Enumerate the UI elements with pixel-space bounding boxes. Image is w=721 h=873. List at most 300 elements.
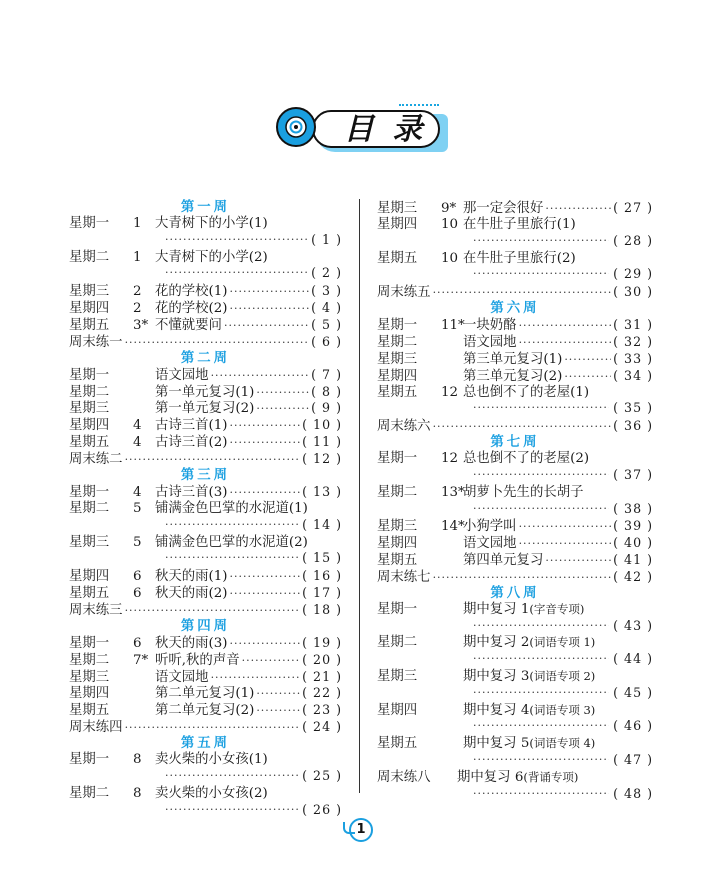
entry-line [377,552,653,569]
entry-day: 星期二 [69,249,110,265]
toc-entry-weekend [69,719,342,736]
entry-note: (词语专项 2) [529,668,596,683]
entry-page: ( 40 ) [613,535,653,551]
entry-page: ( 35 ) [613,400,653,416]
entry-line [377,770,653,786]
entry-line [69,317,342,334]
entry-day: 星期四 [377,368,418,384]
entry-day: 周末练八 [377,769,431,785]
entry-title: 期中复习 4 [463,702,530,718]
entry-title: 期中复习 1 [463,601,530,617]
entry-day: 星期一 [377,450,418,466]
toc-entry [69,669,342,686]
dot-leaders [564,352,611,368]
entry-page: ( 18 ) [302,601,342,617]
toc-entry [69,216,342,248]
entry-line [377,368,653,385]
entry-page: ( 45 ) [613,684,653,700]
entry-line [69,283,342,300]
entry-title: 第二单元复习(1) [155,686,255,702]
entry-line [69,685,342,702]
dot-leaders [473,266,609,282]
entry-title: 第二单元复习(2) [155,703,255,719]
entry-line [69,400,342,417]
entry-page: ( 14 ) [302,516,342,532]
entry-number: 10 [441,250,459,266]
entry-line [377,451,653,467]
entry-day: 星期三 [377,201,418,216]
dot-leaders [473,618,609,634]
toc-left-column [69,200,342,819]
entry-title: 卖火柴的小女孩(2) [155,785,268,801]
dot-leaders [125,603,301,619]
entry-page: ( 46 ) [613,718,653,734]
toc-entry [69,417,342,434]
dot-leaders [125,720,301,736]
entry-line [69,702,342,719]
toc-entry [69,752,342,784]
entry-title: 大青树下的小学(2) [155,249,268,265]
entry-title: 那一定会很好 [463,201,544,216]
toc-entry [69,535,342,567]
toc-entry [69,702,342,719]
dot-leaders [473,467,609,483]
toc-entry [377,351,653,368]
entry-title: 第一单元复习(2) [155,401,255,417]
toc-entry [377,451,653,483]
entry-continuation [69,265,342,281]
dot-leaders [564,369,611,385]
entry-page: ( 22 ) [302,685,342,701]
week-heading: 第七周 [490,434,540,451]
entry-title: 铺满金色巴掌的水泥道(2) [155,534,308,550]
toc-entry-weekend [69,451,342,468]
entry-page: ( 43 ) [613,617,653,633]
entry-continuation [377,467,653,483]
week-heading: 第六周 [490,300,540,317]
entry-number: 5 [133,500,142,516]
entry-line [69,635,342,652]
entry-continuation [377,501,653,517]
entry-title: 大青树下的小学(1) [155,215,268,231]
entry-title: 秋天的雨(3) [155,635,228,651]
entry-page: ( 42 ) [613,568,653,584]
toc-entry [69,501,342,533]
toc-entry [377,770,653,802]
entry-number: 11* [441,317,465,333]
entry-page: ( 11 ) [302,434,342,450]
dot-leaders [165,265,307,281]
entry-title: 听听,秋的声音 [155,652,240,668]
toc-entry [69,635,342,652]
column-divider [359,199,360,793]
entry-day: 星期一 [377,601,418,617]
entry-continuation [69,550,342,566]
entry-line [377,200,653,217]
entry-number: 2 [133,284,142,300]
entry-line [377,703,653,719]
entry-page: ( 44 ) [613,651,653,667]
entry-page: ( 17 ) [302,585,342,601]
toc-entry [377,385,653,417]
entry-number: 9* [441,201,457,216]
entry-continuation [377,233,653,249]
toc-entry [69,250,342,282]
entry-number: 12 [441,450,459,466]
entry-day: 周末练六 [377,419,431,435]
entry-title: 期中复习 5 [463,736,530,752]
entry-day: 星期一 [69,367,110,383]
dot-leaders [230,485,301,501]
entry-day: 星期一 [69,485,110,500]
entry-continuation [69,517,342,533]
dot-leaders [519,536,612,552]
entry-day: 星期一 [69,215,110,231]
entry-note: (词语专项 4) [529,736,596,751]
toc-entry [377,217,653,249]
entry-number: 2 [133,301,142,317]
dot-leaders [165,232,307,248]
entry-day: 周末练四 [69,720,123,736]
dot-leaders [545,553,611,569]
toc-entry-weekend [377,418,653,435]
entry-page: ( 21 ) [302,668,342,684]
entry-line [377,385,653,401]
entry-number: 4 [133,418,142,434]
entry-line [69,752,342,768]
entry-day: 星期二 [377,334,418,350]
entry-day: 星期一 [377,317,418,333]
entry-day: 星期五 [377,384,418,400]
toc-entry [377,602,653,634]
entry-page: ( 26 ) [302,801,342,817]
entry-page: ( 25 ) [302,768,342,783]
dot-leaders [433,570,612,586]
entry-line [69,367,342,384]
entry-title: 秋天的雨(1) [155,569,228,585]
entry-day: 星期五 [69,435,110,451]
entry-page: ( 15 ) [302,550,342,566]
week-heading: 第五周 [180,735,231,752]
entry-title: 古诗三首(2) [155,435,228,451]
entry-day: 星期二 [69,384,110,400]
page-number-badge [343,816,377,842]
dot-leaders [230,301,310,317]
title-banner [276,104,452,156]
entry-page: ( 13 ) [302,484,342,499]
toc-right-column [377,200,653,803]
entry-page: ( 12 ) [302,451,342,467]
entry-number: 8 [133,785,142,801]
entry-day: 星期一 [69,752,110,768]
entry-number: 12 [441,384,459,400]
entry-number: 1 [133,249,142,265]
entry-day: 周末练七 [377,569,431,585]
dot-leaders [230,435,301,451]
dot-leaders [125,335,310,351]
toc-entry [377,703,653,735]
toc-entry [377,552,653,569]
entry-title: 古诗三首(3) [155,485,228,500]
entry-page: ( 2 ) [311,265,342,281]
entry-page: ( 7 ) [311,366,342,382]
banner-dotted-line [399,104,439,106]
entry-line [377,217,653,233]
dot-leaders [519,519,612,535]
entry-title: 古诗三首(1) [155,418,228,434]
entry-line [69,384,342,401]
entry-day: 星期三 [69,669,110,685]
entry-page: ( 3 ) [311,283,342,299]
entry-day: 星期三 [377,519,418,535]
dot-leaders [545,201,611,217]
entry-title: 期中复习 3 [463,668,530,684]
entry-continuation [377,752,653,768]
entry-title: 一块奶酪 [463,317,517,333]
dot-leaders [211,368,310,384]
entry-line [69,417,342,434]
entry-number: 5 [133,534,142,550]
entry-day: 星期三 [69,401,110,417]
entry-day: 星期三 [69,534,110,550]
entry-title: 第三单元复习(1) [463,351,563,367]
dot-leaders [473,685,609,701]
book-badge-icon [284,115,308,139]
entry-line [377,334,653,351]
entry-number: 8 [133,752,142,768]
toc-entry [377,736,653,768]
entry-continuation [377,786,653,802]
entry-line [69,484,342,501]
toc-entry [69,317,342,334]
entry-day: 星期四 [377,536,418,552]
entry-page: ( 31 ) [613,316,653,332]
entry-page: ( 38 ) [613,500,653,516]
toc-entry [69,652,342,669]
dot-leaders [230,418,301,434]
week-heading: 第三周 [180,467,231,484]
entry-page: ( 39 ) [613,518,653,534]
entry-note: (词语专项 1) [529,635,596,650]
dot-leaders [473,400,609,416]
toc-entry [377,368,653,385]
entry-line [377,602,653,618]
toc-entry [377,535,653,552]
entry-title: 语文园地 [463,536,517,552]
entry-number: 7* [133,652,149,668]
entry-page: ( 5 ) [311,316,342,332]
entry-title: 卖火柴的小女孩(1) [155,752,268,768]
entry-title: 期中复习 6 [457,769,524,785]
entry-day: 星期四 [377,216,418,232]
entry-page: ( 34 ) [613,367,653,383]
entry-day: 周末练五 [377,285,431,301]
toc-entry [69,367,342,384]
entry-page: ( 28 ) [613,232,653,248]
dot-leaders [230,636,301,652]
toc-entry [377,334,653,351]
entry-note: (词语专项 3) [529,702,596,717]
entry-line [69,216,342,232]
entry-page: ( 1 ) [311,231,342,247]
toc-entry [69,585,342,602]
entry-page: ( 36 ) [613,418,653,434]
dot-leaders [165,517,298,533]
entry-page: ( 32 ) [613,333,653,349]
dot-leaders [433,419,612,435]
entry-day: 星期五 [69,317,110,333]
toc-entry [69,283,342,300]
entry-number: 6 [133,569,142,585]
entry-day: 周末练二 [69,452,123,468]
entry-page: ( 48 ) [613,785,653,801]
entry-title: 第一单元复习(1) [155,384,255,400]
dot-leaders [165,768,298,784]
entry-number: 6 [133,635,142,651]
entry-line [377,251,653,267]
dot-leaders [433,285,612,301]
entry-day: 星期二 [69,500,110,516]
toc-entry [69,685,342,702]
entry-page: ( 29 ) [613,266,653,282]
dot-leaders [519,318,612,334]
toc-entry-weekend [69,602,342,619]
week-heading: 第八周 [490,584,540,601]
entry-page: ( 24 ) [302,719,342,735]
dot-leaders [519,335,612,351]
dot-leaders [256,703,300,719]
entry-title: 第三单元复习(2) [463,368,563,384]
toc-entry [69,484,342,501]
entry-title: 胡萝卜先生的长胡子 [463,484,584,500]
entry-page: ( 41 ) [613,552,653,568]
entry-number: 14* [441,519,465,535]
entry-number: 6 [133,586,142,602]
entry-day: 星期三 [69,284,110,300]
entry-line [69,652,342,669]
toc-entry [69,384,342,401]
entry-page: ( 20 ) [302,651,342,667]
entry-line [377,317,653,334]
toc-entry-weekend [69,334,342,351]
entry-title: 总也倒不了的老屋(1) [463,384,590,400]
entry-title: 在牛肚子里旅行(1) [463,216,576,232]
entry-continuation [377,718,653,734]
entry-line [69,786,342,802]
entry-title: 铺满金色巴掌的水泥道(1) [155,500,308,516]
entry-day: 星期五 [377,736,418,752]
entry-number: 1 [133,215,142,231]
entry-day: 星期二 [69,652,110,668]
toc-entry [69,400,342,417]
toc-entry [377,669,653,701]
dot-leaders [242,653,301,669]
entry-line [69,568,342,585]
entry-title: 花的学校(1) [155,284,228,300]
entry-continuation [377,266,653,282]
dot-leaders [473,718,609,734]
entry-continuation [377,618,653,634]
entry-page: ( 9 ) [311,400,342,416]
dot-leaders [473,501,609,517]
entry-page: ( 8 ) [311,383,342,399]
entry-line [377,485,653,501]
dot-leaders [256,385,309,401]
entry-line [377,535,653,552]
toc-entry [377,200,653,217]
entry-day: 星期一 [69,635,110,651]
entry-day: 星期四 [69,686,110,702]
entry-day: 星期四 [69,301,110,317]
dot-leaders [473,233,609,249]
entry-continuation [69,768,342,784]
entry-page: ( 47 ) [613,752,653,768]
dot-leaders [125,452,301,468]
entry-page: ( 4 ) [311,300,342,316]
entry-page: ( 19 ) [302,634,342,650]
toc-entry [377,635,653,667]
entry-number: 4 [133,485,142,500]
toc-entry-weekend [377,569,653,586]
week-heading: 第二周 [180,349,231,366]
entry-page: ( 6 ) [311,333,342,349]
entry-page: ( 37 ) [613,466,653,482]
dot-leaders [224,318,309,334]
entry-day: 星期五 [69,586,110,602]
entry-day: 星期三 [377,668,418,684]
entry-line [377,518,653,535]
entry-line [377,736,653,752]
entry-note: (背诵专项) [523,769,579,784]
dot-leaders [211,670,301,686]
page-number: 1 [349,818,373,842]
dot-leaders [256,686,300,702]
entry-page: ( 16 ) [302,568,342,584]
entry-continuation [377,651,653,667]
dot-leaders [230,284,310,300]
entry-title: 在牛肚子里旅行(2) [463,250,576,266]
toc-entry [69,434,342,451]
entry-line [377,669,653,685]
entry-line [377,635,653,651]
entry-note: (字音专项) [529,601,585,616]
toc-entry [69,786,342,818]
entry-title: 期中复习 2 [463,635,530,651]
entry-day: 星期二 [377,635,418,651]
dot-leaders [230,569,301,585]
entry-title: 语文园地 [155,669,209,685]
entry-line [69,669,342,686]
toc-entry [69,300,342,317]
entry-line [377,351,653,368]
entry-day: 周末练三 [69,602,123,618]
entry-continuation [69,232,342,248]
entry-page: ( 33 ) [613,350,653,366]
entry-page: ( 10 ) [302,417,342,433]
entry-number: 4 [133,435,142,451]
entry-title: 秋天的雨(2) [155,586,228,602]
entry-line [69,300,342,317]
banner-badge [276,107,316,147]
entry-title: 语文园地 [155,367,209,383]
week-heading: 第一周 [180,199,231,215]
entry-title: 总也倒不了的老屋(2) [463,450,590,466]
toc-entry [377,317,653,334]
toc-entry-weekend [377,284,653,301]
entry-title: 语文园地 [463,334,517,350]
entry-day: 星期二 [69,785,110,801]
entry-page: ( 30 ) [613,284,653,300]
